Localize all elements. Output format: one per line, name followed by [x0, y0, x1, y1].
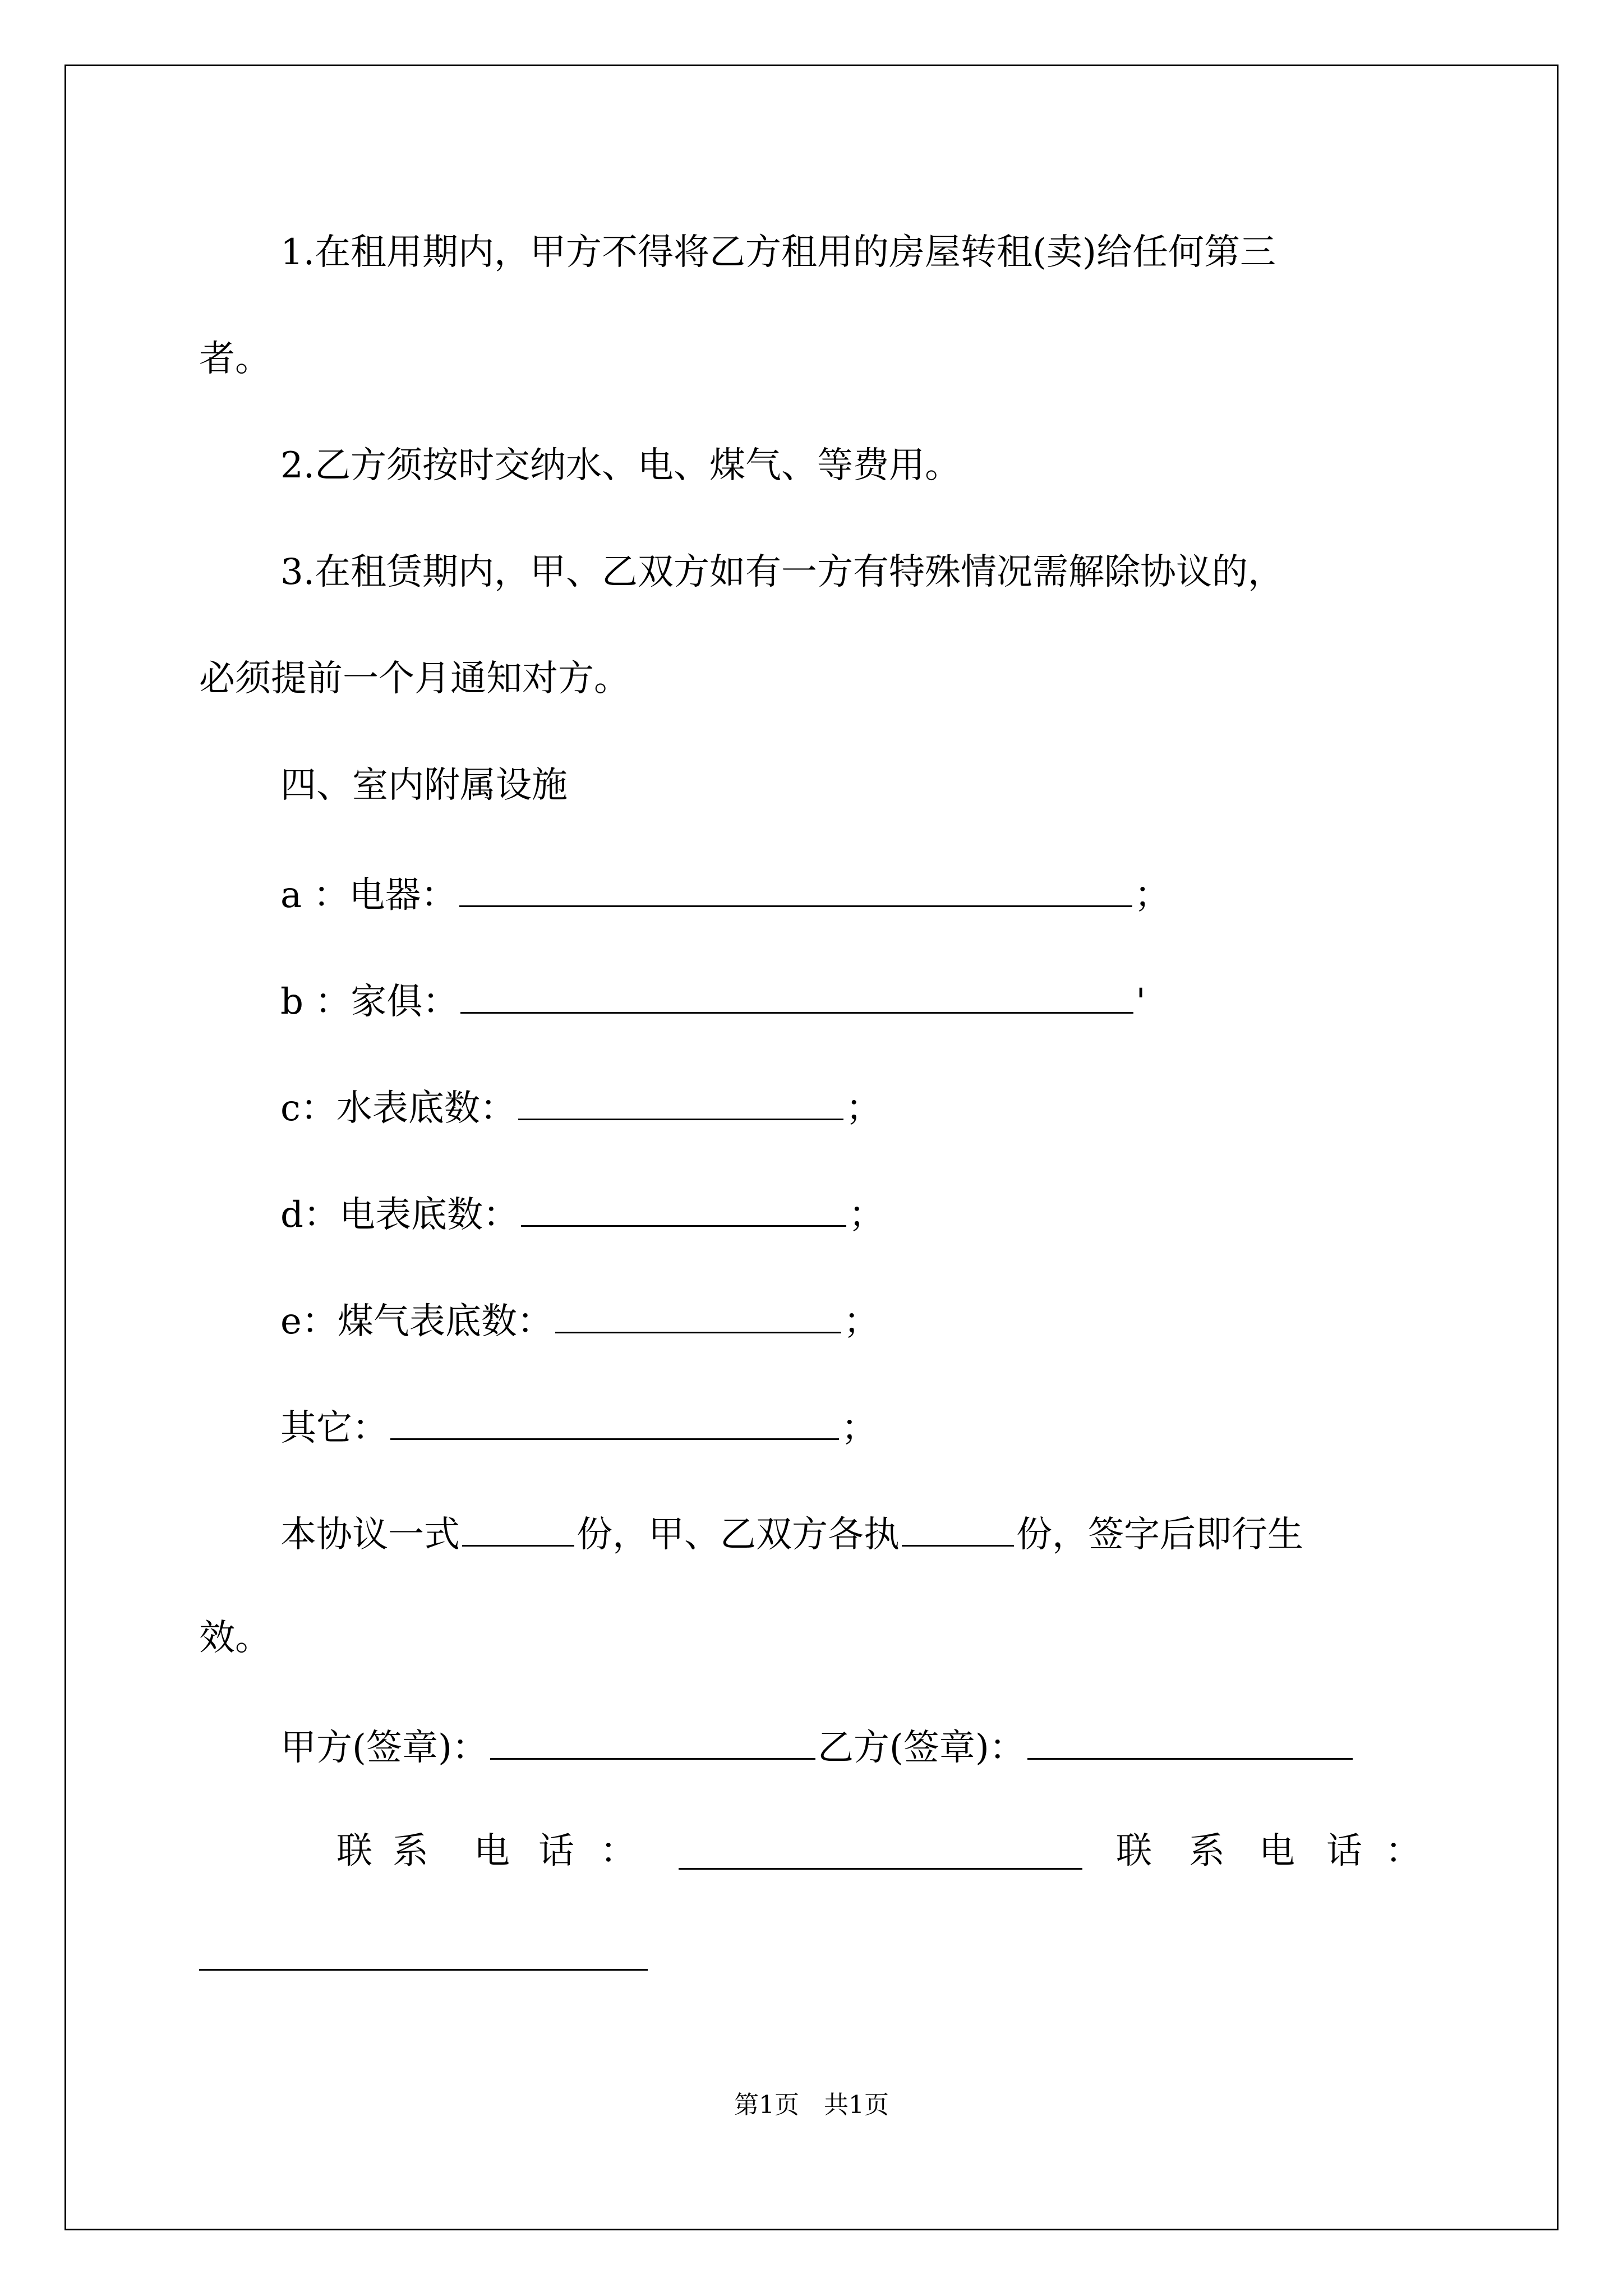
- phone-b-char-1: 联: [1116, 1830, 1152, 1872]
- facility-c-water-meter: [280, 1083, 882, 1131]
- clause-3-line-1: 3.在租赁期内，甲、乙双方如有一方有特殊情况需解除协议的，: [280, 551, 1284, 593]
- facility-other-blank[interactable]: [390, 1402, 839, 1440]
- phone-a-char-4: 话: [538, 1830, 574, 1872]
- facility-c-blank[interactable]: [518, 1083, 843, 1120]
- facility-c-label: c：水表底数：: [280, 1088, 516, 1129]
- facility-b-label: b ：家俱：: [280, 981, 459, 1023]
- clause-3-line-2: 必须提前一个月通知对方。: [199, 658, 630, 700]
- party-a-signature-blank[interactable]: [490, 1722, 815, 1760]
- facility-a-end: ；: [1134, 875, 1170, 916]
- copies-text-1: 本协议一式: [280, 1514, 460, 1556]
- phone-b-char-3: 电: [1259, 1830, 1295, 1872]
- facility-d-blank[interactable]: [521, 1189, 846, 1227]
- phone-b-blank[interactable]: [199, 1933, 648, 1971]
- facility-a-blank[interactable]: [459, 869, 1132, 907]
- facility-a-appliances: [280, 869, 1170, 918]
- copies-clause-line-1: [280, 1509, 1303, 1557]
- phone-a-blank[interactable]: [679, 1832, 1082, 1870]
- facility-b-end: ': [1136, 981, 1146, 1023]
- facility-a-label: a ：电器：: [280, 875, 457, 916]
- copies-total-blank[interactable]: [462, 1509, 574, 1547]
- copies-text-3: 份，签字后即行生: [1016, 1514, 1303, 1556]
- facility-b-furniture: [280, 976, 1146, 1024]
- phone-b-char-5: ：: [1385, 1830, 1421, 1872]
- clause-1-line-2: 者。: [199, 338, 271, 380]
- phone-b-char-2: 系: [1189, 1830, 1225, 1872]
- party-a-signature-label: 甲方(签章)：: [280, 1727, 488, 1769]
- phone-a-char-1: 联: [336, 1830, 372, 1872]
- phone-b-char-4: 话: [1326, 1830, 1362, 1872]
- facility-other-label: 其它：: [280, 1407, 388, 1449]
- facility-other: [280, 1402, 877, 1451]
- copies-each-blank[interactable]: [902, 1509, 1014, 1547]
- copies-clause-line-2: 效。: [199, 1617, 271, 1659]
- facility-e-gas-meter: [280, 1296, 879, 1344]
- party-b-signature-blank[interactable]: [1027, 1722, 1353, 1760]
- party-b-signature-label: 乙方(签章)：: [817, 1727, 1025, 1769]
- facility-b-blank[interactable]: [460, 976, 1133, 1014]
- facility-d-electric-meter: [280, 1189, 884, 1237]
- section-4-heading: 四、室内附属设施: [280, 765, 568, 806]
- copies-text-2: 份，甲、乙双方各执: [577, 1514, 900, 1556]
- phone-a-char-2: 系: [393, 1830, 428, 1872]
- facility-d-end: ；: [848, 1194, 884, 1236]
- signature-row: [280, 1722, 1355, 1770]
- clause-1-line-1: 1.在租用期内，甲方不得将乙方租用的房屋转租(卖)给任何第三: [280, 232, 1276, 273]
- facility-e-blank[interactable]: [555, 1296, 841, 1333]
- page-footer: 第1页 共1页: [734, 2091, 889, 2119]
- facility-e-label: e：煤气表底数：: [280, 1301, 553, 1342]
- phone-a-char-5: ：: [600, 1830, 636, 1872]
- facility-d-label: d：电表底数：: [280, 1194, 519, 1236]
- facility-c-end: ；: [845, 1088, 882, 1129]
- clause-2: 2.乙方须按时交纳水、电、煤气、等费用。: [280, 445, 961, 486]
- facility-other-end: ；: [841, 1407, 877, 1449]
- page-border: [64, 65, 1559, 2230]
- phone-a-char-3: 电: [474, 1830, 510, 1872]
- facility-e-end: ；: [843, 1301, 879, 1342]
